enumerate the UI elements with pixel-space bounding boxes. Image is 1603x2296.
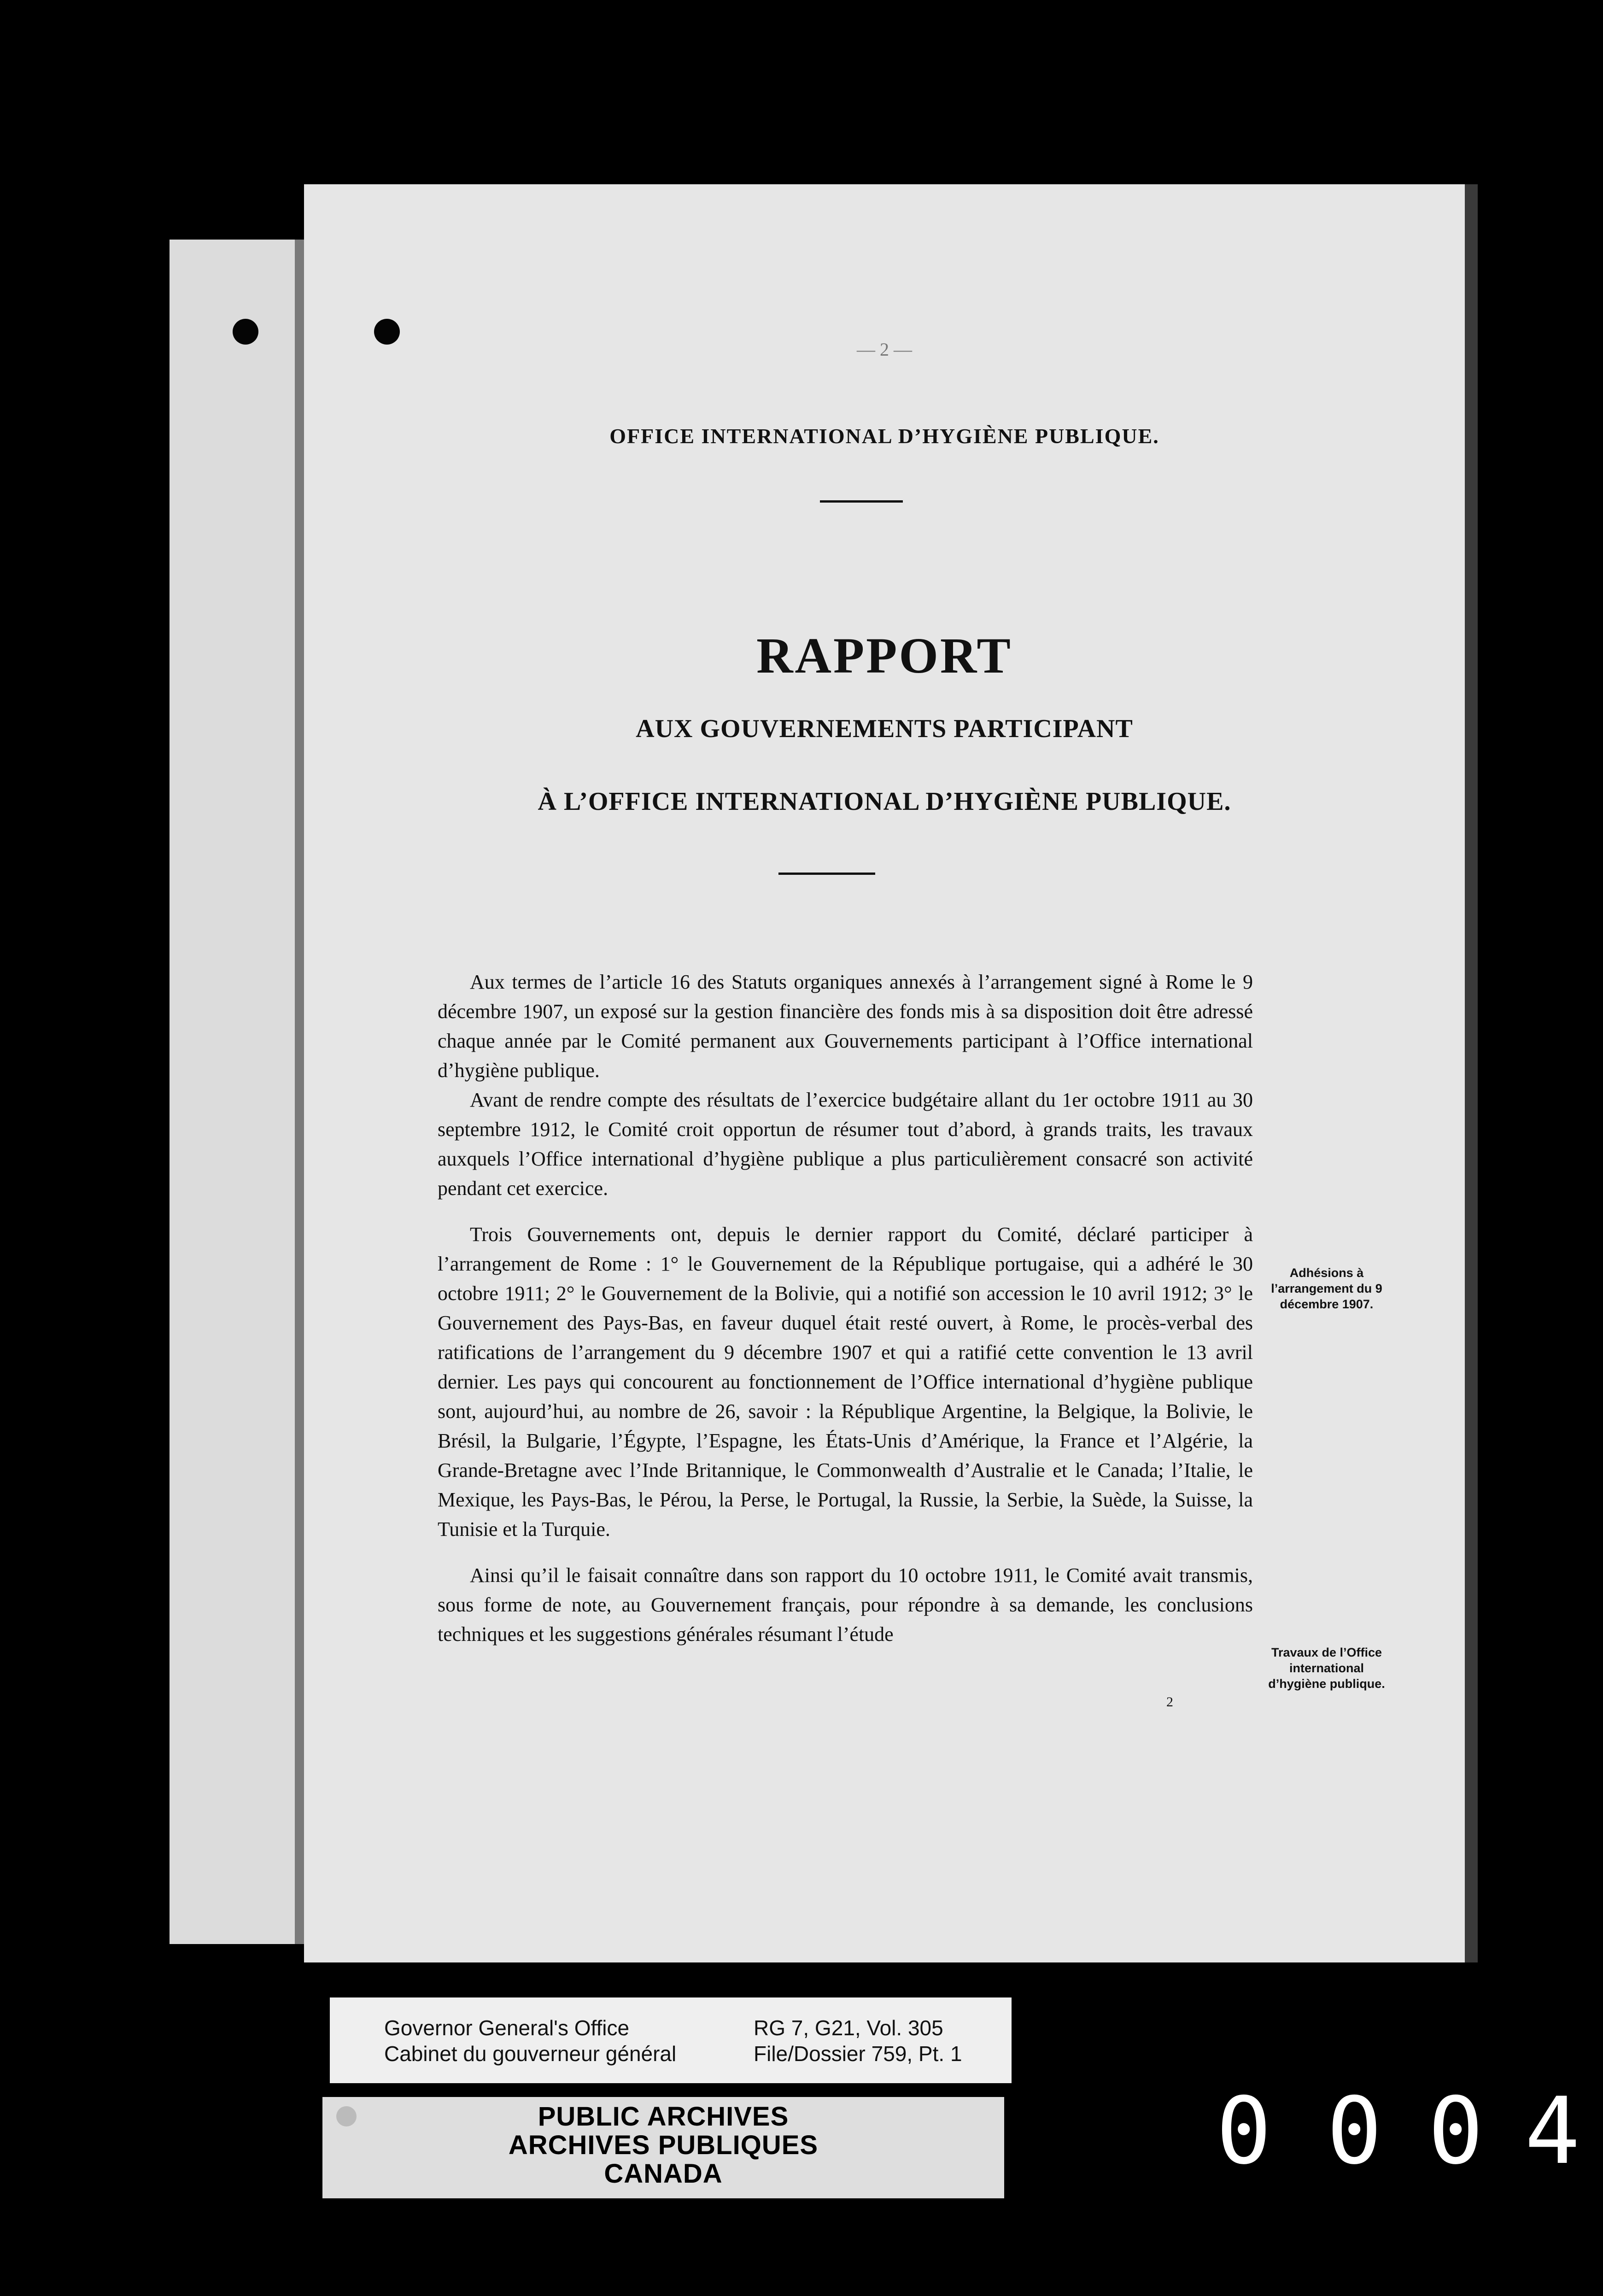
paragraph: Aux termes de l’article 16 des Statuts organiques annexés à l’arrangement signé à Rome le 9 décembre 1907, un exposé sur la gestion financière des fonds mis à sa disposition doit être adressé chaque année par le Comité permanent aux Gouvernements participant à l’Office international d’hygiène publique. — [438, 971, 1253, 1082]
report-subtitle-1: AUX GOUVERNEMENTS PARTICIPANT — [636, 715, 1133, 743]
archive-label-reference — [754, 2015, 962, 2067]
archive-label-record-group: RG 7, G21, Vol. 305 — [754, 2016, 943, 2040]
report-body — [438, 967, 1253, 1649]
heading-rule — [820, 500, 903, 503]
page-number: — 2 — — [857, 339, 912, 360]
page-edge-shadow — [1465, 184, 1478, 1962]
office-heading: OFFICE INTERNATIONAL D’HYGIÈNE PUBLIQUE. — [609, 424, 1159, 448]
frame-digit-3: 0 — [1428, 2078, 1484, 2185]
archive-stamp-box — [322, 2097, 1004, 2198]
archive-label-office-fr: Cabinet du gouverneur général — [384, 2042, 677, 2066]
frame-digit-2: 0 — [1327, 2078, 1382, 2185]
archive-label-office — [384, 2015, 676, 2067]
punch-hole-left — [233, 319, 258, 345]
archive-stamp-line-3: CANADA — [604, 2159, 723, 2189]
signature-mark: 2 — [1166, 1694, 1173, 1710]
archive-label-office-en: Governor General's Office — [384, 2016, 630, 2040]
paragraph: Trois Gouvernements ont, depuis le dernier rapport du Comité, déclaré participer à l’arrangement de Rome : 1° le Gouvernement de la République portugaise, qui a adhéré le 30 octobre 1911; 2° le Gouvernement de la Bolivie, qui a notifié son accession le 10 avril 1912; 3° le Gouvernement des Pays-Bas, en faveur duquel était resté ouvert, à Rome, le procès-verbal des ratifications de l’arrangement du 9 décembre 1907 et qui a ratifié cette convention le 13 avril dernier. Les pays qui concourent au fonctionnement de l’Office international d’hygiène publique sont, aujourd’hui, au nombre de 26, savoir : la République Argentine, la Belgique, la Bolivie, le Brésil, la Bulgarie, l’Égypte, l’Espagne, les États-Unis d’Amérique, la France et l’Algérie, la Grande-Bretagne avec l’Inde Britannique, le Commonwealth d’Australie et le Canada; l’Italie, le Mexique, les Pays-Bas, le Pérou, la Perse, le Portugal, la Russie, la Serbie, la Suède, la Suisse, la Tunisie et la Turquie. — [438, 1223, 1253, 1540]
report-subtitle-2: À L’OFFICE INTERNATIONAL D’HYGIÈNE PUBLIQUE. — [538, 787, 1231, 816]
document-page — [304, 184, 1465, 1962]
archive-stamp — [322, 2103, 1004, 2188]
margin-note-travaux: Travaux de l’Office international d’hygiène publique. — [1268, 1646, 1385, 1691]
frame-digit-4: 4 — [1525, 2078, 1580, 2185]
archive-stamp-line-2: ARCHIVES PUBLIQUES — [508, 2130, 819, 2160]
archive-stamp-line-1: PUBLIC ARCHIVES — [538, 2102, 789, 2132]
report-title: RAPPORT — [756, 627, 1012, 684]
margin-note-adhesions: Adhésions à l’arrangement du 9 décembre 1907. — [1271, 1266, 1382, 1311]
paragraph: Ainsi qu’il le faisait connaître dans son rapport du 10 octobre 1911, le Comité avait transmis, sous forme de note, au Gouvernement français, pour répondre à sa demande, les conclusions techniques et les suggestions générales résumant l’étude — [438, 1564, 1253, 1646]
title-rule — [778, 873, 875, 875]
frame-digit-1: 0 — [1216, 2078, 1272, 2185]
binder-strip — [170, 240, 302, 1944]
paragraph: Avant de rendre compte des résultats de l’exercice budgétaire allant du 1er octobre 1911 au 30 septembre 1912, le Comité croit opportun de résumer tout d’abord, à grands traits, les travaux auxquels l’Office international d’hygiène publique a plus particulièrement consacré son activité pendant cet exercice. — [438, 1089, 1253, 1200]
archive-label — [330, 1997, 1012, 2083]
archive-label-file: File/Dossier 759, Pt. 1 — [754, 2042, 962, 2066]
